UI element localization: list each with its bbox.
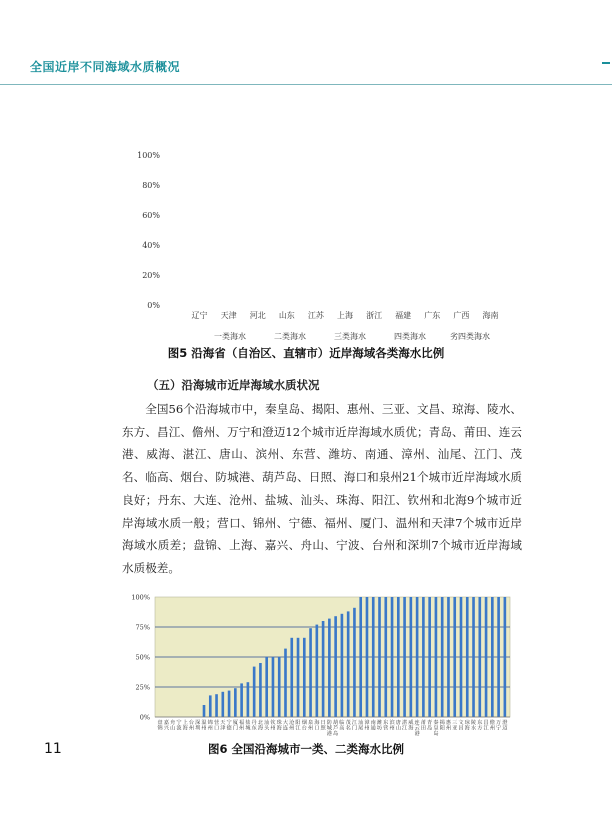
fig6-x-tick: 丹东: [251, 720, 257, 732]
fig6-bar: [453, 597, 456, 717]
fig6-bar: [397, 597, 400, 717]
fig6-x-tick: 陵水: [470, 720, 477, 732]
fig6-x-tick: 温州: [201, 720, 207, 732]
fig6-bar: [435, 597, 438, 717]
fig6-bar: [297, 638, 300, 717]
section-heading: （五）沿海城市近岸海域水质状况: [147, 378, 320, 392]
fig6-x-tick: 沧州: [289, 720, 295, 732]
fig6-bar: [284, 649, 287, 717]
fig6-x-tick: 秦皇岛: [433, 720, 439, 738]
fig6-y-tick: 75%: [135, 623, 150, 632]
fig6-bar: [422, 597, 425, 717]
fig5-x-tick: 福建: [395, 311, 412, 320]
fig6-bar: [504, 597, 507, 717]
fig5-legend-item: 四类海水: [394, 332, 426, 341]
fig6-bar: [441, 597, 444, 717]
fig6-bar: [341, 614, 344, 717]
fig6-x-tick: 三亚: [452, 720, 458, 732]
fig6-x-tick: 漳州: [364, 720, 370, 732]
fig6-bar: [334, 616, 337, 717]
fig6-bar: [215, 694, 218, 717]
fig5-x-tick: 海南: [482, 311, 499, 320]
fig6-x-tick: 南通: [370, 720, 376, 732]
fig6-y-tick: 25%: [135, 683, 150, 692]
fig5-y-tick: 20%: [142, 271, 160, 280]
fig6-x-tick: 葫芦岛: [333, 720, 339, 738]
fig6-bar: [372, 597, 375, 717]
fig6-x-tick: 茂名: [345, 720, 351, 732]
fig5-legend-item: 一类海水: [214, 332, 246, 341]
fig5-legend-item: 二类海水: [274, 332, 306, 341]
fig5-x-tick: 广东: [424, 311, 441, 320]
fig6-bar: [240, 683, 243, 717]
header-rule: [0, 84, 612, 85]
fig6-x-tick: 盐城: [245, 720, 251, 732]
fig6-bar: [253, 667, 256, 717]
page-number: 11: [44, 741, 62, 757]
fig6-x-tick: 阳江: [295, 720, 301, 732]
fig6-x-tick: 盘锦: [157, 720, 163, 732]
fig6-bar: [209, 695, 212, 717]
fig6-bar: [328, 619, 331, 717]
fig6-x-tick: 青岛: [427, 720, 433, 732]
fig6-bar: [491, 597, 494, 717]
fig6-x-tick: 嘉兴: [163, 720, 170, 732]
fig5-x-tick: 广西: [453, 311, 470, 320]
fig6-bar: [290, 638, 293, 717]
fig6-x-tick: 湛江: [401, 720, 408, 732]
fig6-y-tick: 0%: [139, 713, 150, 722]
figure5-caption: 图5 沿海省（自治区、直辖市）近岸海域各类海水比例: [167, 346, 445, 360]
fig6-bar: [460, 597, 463, 717]
fig6-x-tick: 福州: [239, 720, 245, 732]
fig6-x-tick: 汕尾: [358, 720, 364, 732]
fig6-x-tick: 文昌: [458, 720, 464, 732]
fig6-x-tick: 莆田: [420, 720, 426, 732]
fig6-x-tick: 昌江: [483, 720, 489, 732]
fig5-x-tick: 山东: [278, 311, 295, 320]
fig6-bar: [359, 597, 362, 717]
fig6-x-tick: 东营: [383, 720, 389, 732]
fig6-x-tick: 台州: [188, 720, 195, 732]
fig6-x-tick: 江门: [351, 720, 358, 732]
fig6-bar: [485, 597, 488, 717]
fig6-x-tick: 海口: [314, 720, 320, 732]
fig6-x-tick: 防城港: [326, 720, 332, 738]
fig6-x-tick: 连云港: [414, 720, 420, 738]
fig6-x-tick: 东方: [477, 720, 483, 732]
fig6-x-tick: 万宁: [495, 720, 502, 732]
fig6-x-tick: 宁波: [176, 720, 182, 732]
fig5-x-tick: 上海: [337, 311, 353, 320]
fig6-bar: [478, 597, 481, 717]
fig5-y-tick: 0%: [147, 301, 160, 310]
fig6-bar: [303, 638, 306, 717]
fig6-bar: [316, 625, 319, 717]
fig6-bar: [403, 597, 406, 717]
fig6-x-tick: 揭阳: [439, 720, 445, 732]
fig6-y-tick: 50%: [135, 653, 150, 662]
fig6-x-tick: 滨州: [389, 720, 395, 732]
fig6-bar: [247, 682, 250, 717]
fig6-x-tick: 舟山: [170, 720, 176, 732]
fig6-bar: [391, 597, 394, 717]
fig6-x-tick: 锦州: [207, 720, 213, 732]
fig6-x-tick: 天津: [220, 720, 226, 732]
fig6-bar: [466, 597, 469, 717]
fig6-x-tick: 泉州: [307, 720, 314, 732]
fig6-bar: [309, 628, 312, 717]
fig6-x-tick: 临高: [339, 720, 345, 732]
fig6-bar: [410, 597, 413, 717]
fig6-bar: [384, 597, 387, 717]
fig6-bar: [353, 608, 356, 717]
fig5-legend-item: 三类海水: [334, 332, 366, 341]
fig6-bar: [221, 692, 224, 717]
fig5-x-tick: 江苏: [307, 311, 324, 320]
fig6-bar: [378, 597, 381, 717]
fig6-x-tick: 烟台: [301, 720, 307, 732]
fig6-x-tick: 汕头: [264, 720, 270, 732]
fig6-bar: [416, 597, 419, 717]
fig6-y-tick: 100%: [131, 593, 150, 602]
fig6-bar: [428, 597, 431, 717]
fig5-y-tick: 100%: [137, 151, 160, 160]
fig5-x-tick: 浙江: [366, 311, 383, 320]
fig6-x-tick: 大连: [282, 720, 289, 732]
fig6-x-tick: 北海: [257, 720, 264, 732]
fig6-x-tick: 营口: [213, 720, 220, 732]
fig6-bar: [447, 597, 450, 717]
fig5-x-tick: 天津: [220, 311, 237, 320]
fig6-x-tick: 上海: [182, 720, 188, 732]
fig6-x-tick: 威海: [408, 720, 414, 732]
fig6-x-tick: 珠海: [276, 720, 282, 732]
figure6-caption: 图6 全国沿海城市一类、二类海水比例: [207, 742, 404, 756]
fig6-x-tick: 钦州: [270, 720, 276, 732]
fig6-bar: [228, 691, 231, 717]
fig5-x-tick: 河北: [249, 311, 266, 320]
fig5-y-tick: 60%: [142, 211, 160, 220]
fig6-bar: [265, 657, 268, 717]
fig6-bar: [203, 705, 206, 717]
fig6-bar: [259, 663, 262, 717]
fig6-x-tick: 澄迈: [502, 720, 508, 732]
fig6-x-tick: 厦门: [232, 720, 238, 732]
fig6-bar: [366, 597, 369, 717]
fig6-bar: [472, 597, 475, 717]
fig6-x-tick: 琼海: [464, 720, 470, 732]
running-head-dash: [602, 62, 610, 64]
fig5-y-tick: 40%: [142, 241, 160, 250]
figure5-chart: [120, 145, 520, 350]
fig6-x-tick: 深圳: [195, 720, 201, 732]
fig6-bar: [497, 597, 500, 717]
section-paragraph: 全国56个沿海城市中，秦皇岛、揭阳、惠州、三亚、文昌、琼海、陵水、东方、昌江、儋州、万宁和澄迈12个城市近岸海域水质优；青岛、莆田、连云港、威海、湛江、唐山、滨州、东营、潍坊、南通、漳州、汕尾、江门、茂名、临高、烟台、防城港、葫芦岛、日照、海口和泉州21个城市近岸海域水质良好；丹东、大连、沧州、盐城、汕头、珠海、阳江、钦州和北海9个城市近岸海域水质一般；营口、锦州、宁德、福州、厦门、温州和天津7个城市近岸海域水质差；盘锦、上海、嘉兴、舟山、宁波、台州和深圳7个城市近岸海域水质极差。: [122, 402, 522, 575]
figure6-chart: [123, 589, 523, 741]
fig6-x-tick: 儋州: [489, 720, 495, 732]
fig5-y-tick: 80%: [142, 181, 160, 190]
fig6-bar: [347, 611, 350, 717]
fig6-bar: [234, 688, 237, 717]
fig6-bar: [272, 657, 275, 717]
fig6-x-tick: 潍坊: [376, 720, 383, 732]
fig6-x-tick: 惠州: [445, 720, 452, 732]
fig6-x-tick: 唐山: [395, 720, 401, 732]
fig6-bar: [278, 657, 281, 717]
fig5-x-tick: 辽宁: [191, 311, 208, 320]
fig6-x-tick: 宁德: [226, 720, 232, 732]
running-head: 全国近岸不同海域水质概况: [30, 60, 181, 74]
fig6-bar: [322, 621, 325, 717]
fig6-x-tick: 日照: [320, 720, 326, 732]
fig5-legend-item: 劣四类海水: [450, 332, 490, 341]
